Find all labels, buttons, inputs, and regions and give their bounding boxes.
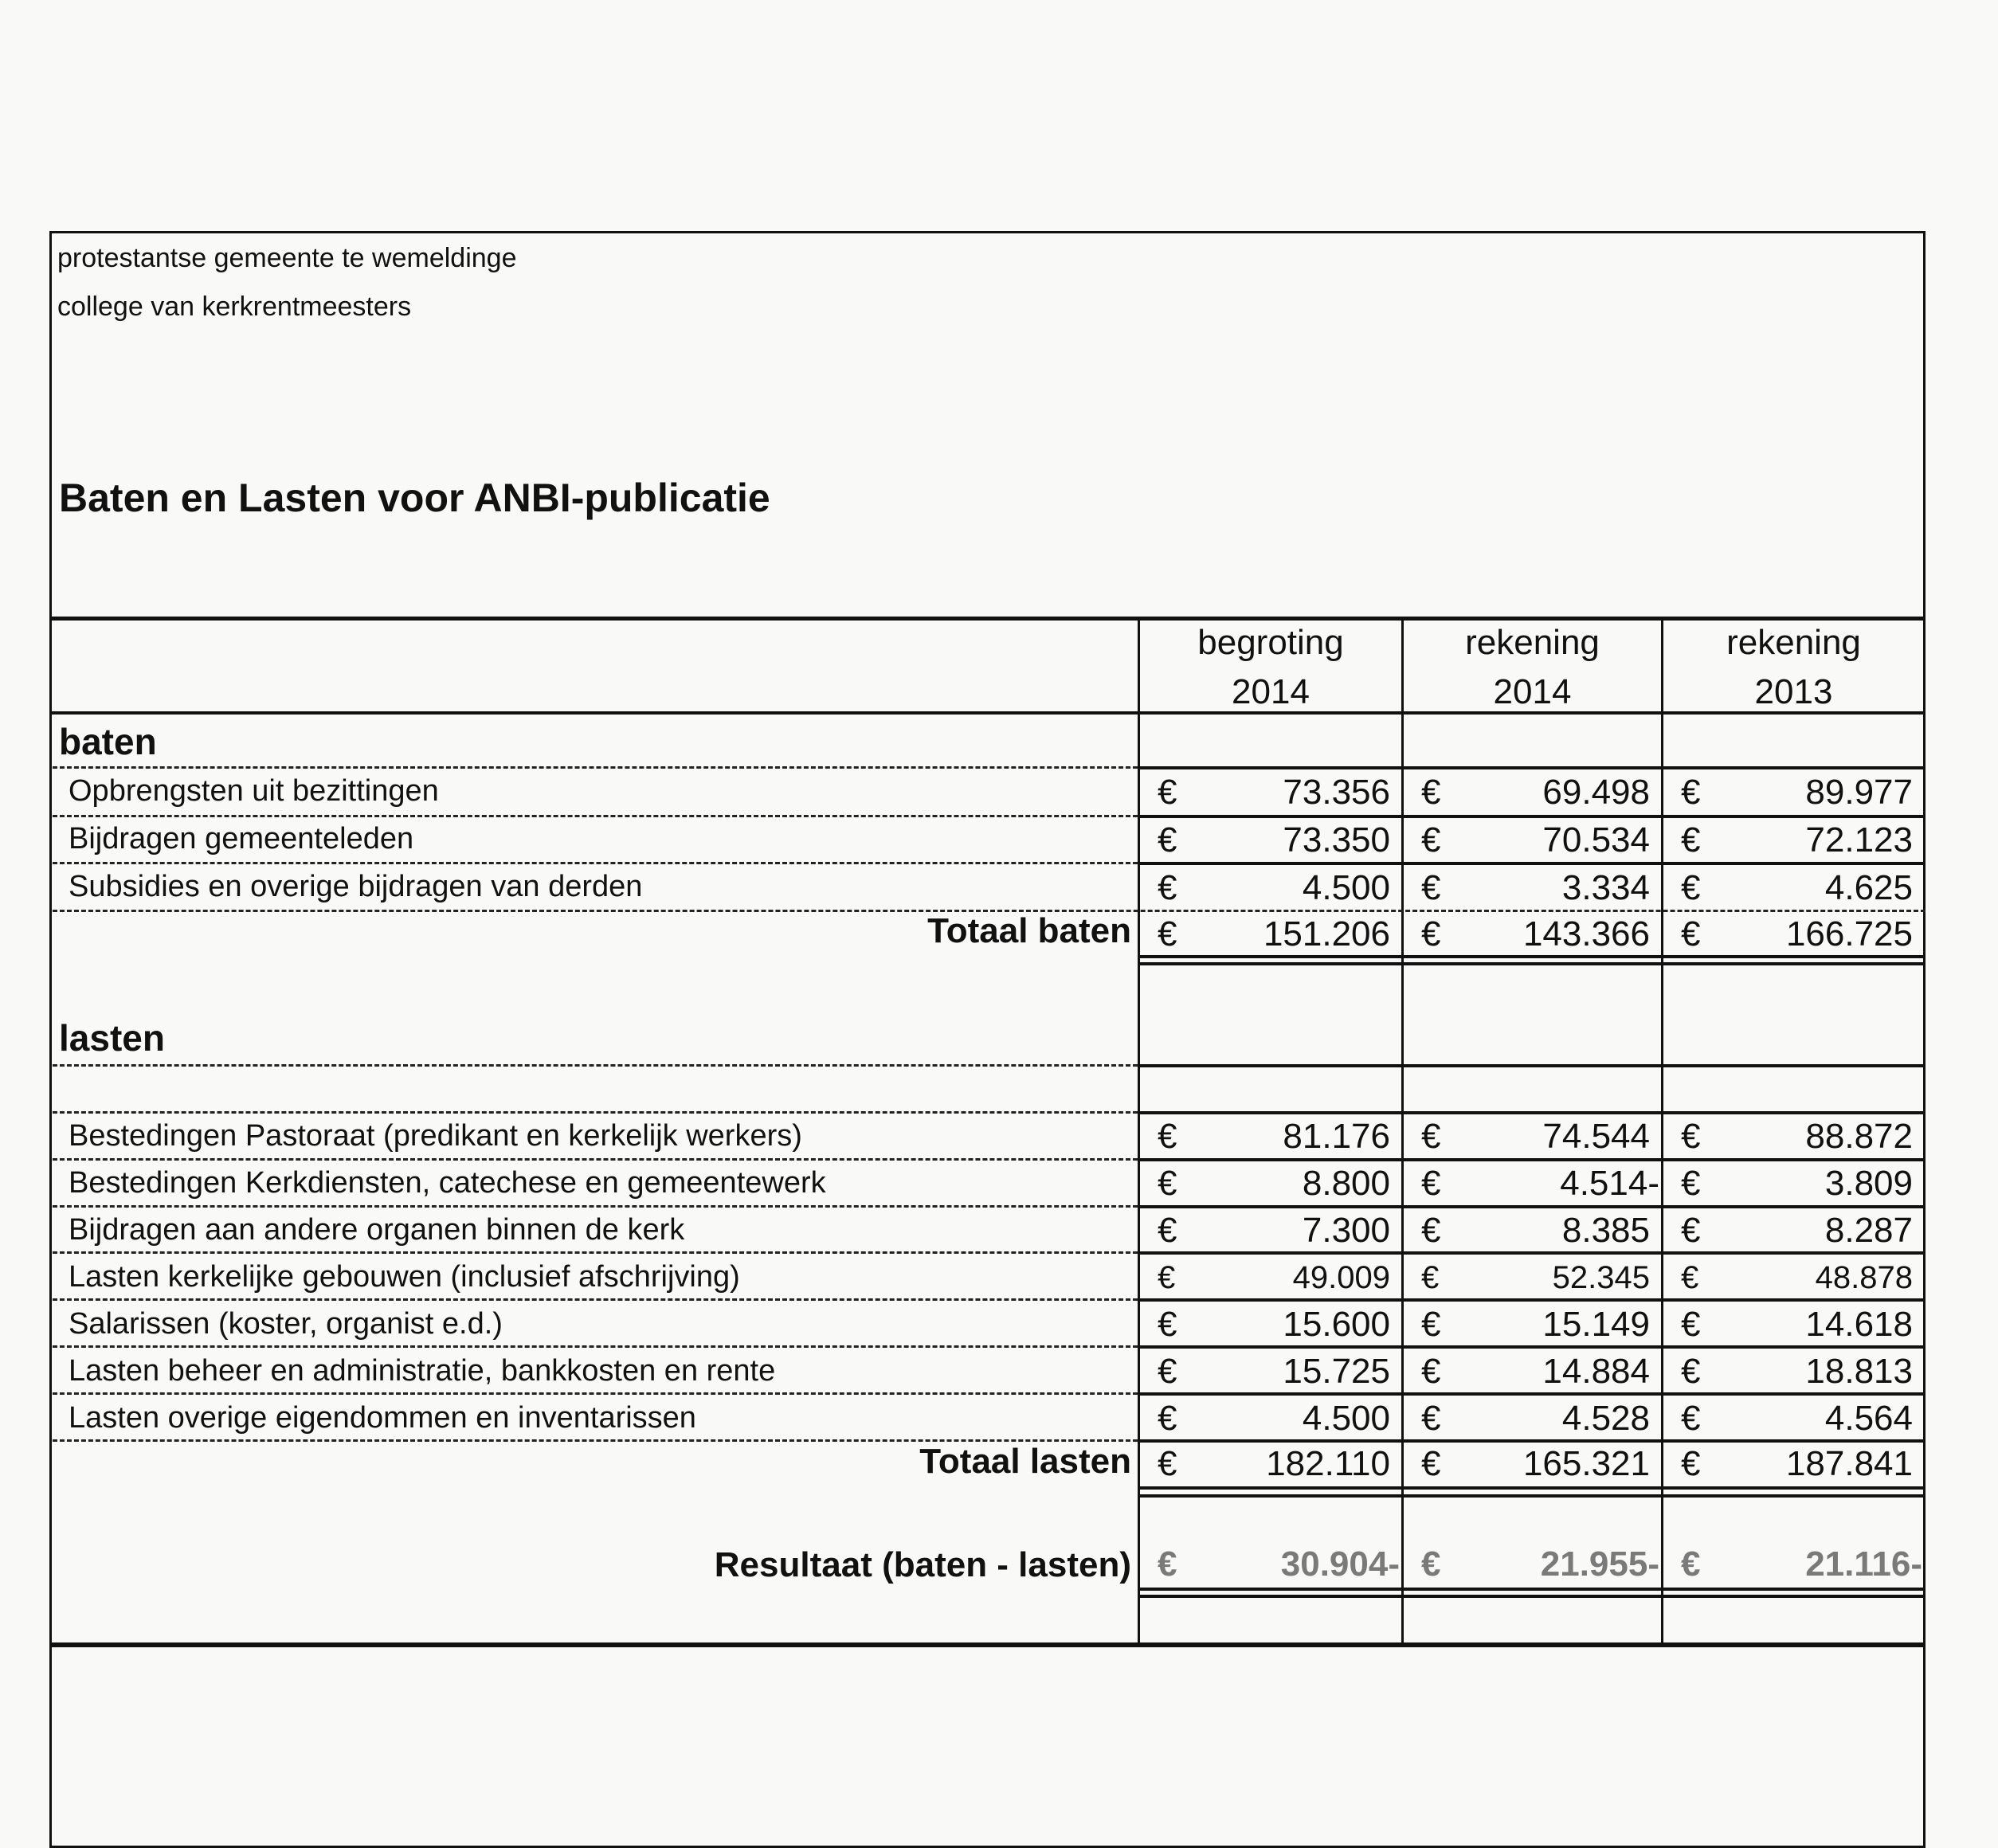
euro-sign: €: [1158, 1399, 1177, 1438]
value-cell: [1663, 1349, 1924, 1395]
euro-sign: €: [1158, 820, 1177, 859]
value-cell: [1140, 817, 1401, 863]
row-divider: [1138, 1064, 1926, 1067]
row-label: Lasten kerkelijke gebouwen (inclusief afschrijving): [69, 1260, 740, 1294]
cell-value: 3.809: [1824, 1164, 1913, 1203]
row-label: Bijdragen aan andere organen binnen de kerk: [69, 1213, 685, 1247]
row-divider: [53, 815, 1138, 817]
total-cell: [1404, 1442, 1661, 1486]
row-divider: [53, 766, 1138, 769]
total-cell: [1663, 912, 1924, 957]
column-header-1-line2: 2014: [1232, 672, 1310, 711]
euro-sign: €: [1681, 1211, 1701, 1250]
column-header-3-line1: rekening: [1726, 623, 1861, 662]
euro-sign: €: [1158, 1305, 1177, 1344]
euro-sign: €: [1158, 1117, 1177, 1156]
euro-sign: €: [1421, 773, 1441, 812]
cell-value: 88.872: [1805, 1117, 1913, 1156]
euro-sign: €: [1681, 1545, 1701, 1584]
total-value: 182.110: [1266, 1444, 1390, 1483]
total-label-baten: Totaal baten: [927, 911, 1131, 950]
value-cell: [1663, 1255, 1924, 1301]
document-frame: [49, 231, 1926, 1848]
row-label: Lasten beheer en administratie, bankkosten en rente: [69, 1354, 776, 1388]
table-bottom-border: [49, 1642, 1926, 1647]
euro-sign: €: [1421, 1164, 1441, 1203]
euro-sign: €: [1681, 1259, 1699, 1295]
euro-sign: €: [1681, 1164, 1701, 1203]
cell-value: 73.356: [1283, 773, 1390, 812]
row-divider: [53, 1158, 1138, 1161]
double-underline-bottom: [1138, 962, 1926, 965]
value-cell: [1404, 1161, 1661, 1207]
cell-value: 15.600: [1283, 1305, 1390, 1344]
column-header-3: [1663, 618, 1924, 717]
total-value: 187.841: [1785, 1444, 1913, 1483]
cell-value: 4.500: [1302, 868, 1390, 907]
cell-value: 3.334: [1561, 868, 1650, 907]
double-underline-bottom: [1138, 1595, 1926, 1598]
euro-sign: €: [1681, 1352, 1701, 1391]
total-value: 151.206: [1263, 914, 1390, 953]
value-cell: [1404, 865, 1661, 911]
row-label: Bijdragen gemeenteleden: [69, 822, 414, 855]
euro-sign: €: [1421, 1444, 1441, 1483]
cell-value: 7.300: [1302, 1211, 1390, 1250]
cell-value: 8.287: [1824, 1211, 1913, 1250]
cell-value: 72.123: [1805, 820, 1913, 859]
org-subname: college van kerkrentmeesters: [57, 292, 412, 322]
column-header-1-line1: begroting: [1197, 623, 1344, 662]
row-divider: [53, 1205, 1138, 1208]
value-cell: [1404, 1208, 1661, 1254]
row-divider: [53, 1392, 1138, 1395]
euro-sign: €: [1158, 1545, 1177, 1584]
total-cell: [1140, 1442, 1401, 1486]
euro-sign: €: [1158, 1352, 1177, 1391]
row-divider: [53, 1064, 1138, 1067]
euro-sign: €: [1421, 1545, 1441, 1584]
euro-sign: €: [1421, 1399, 1441, 1438]
double-underline-bottom: [1138, 1494, 1926, 1498]
value-cell: [1404, 1255, 1661, 1301]
value-cell: [1404, 1349, 1661, 1395]
euro-sign: €: [1681, 1305, 1701, 1344]
euro-sign: €: [1158, 1164, 1177, 1203]
value-cell: [1663, 1302, 1924, 1348]
value-cell: [1663, 1114, 1924, 1160]
value-cell: [1663, 1208, 1924, 1254]
cell-value: 49.009: [1292, 1259, 1390, 1295]
value-cell: [1140, 865, 1401, 911]
row-label: Salarissen (koster, organist e.d.): [69, 1307, 503, 1341]
column-header-2-line2: 2014: [1493, 672, 1572, 711]
euro-sign: €: [1421, 1352, 1441, 1391]
euro-sign: €: [1158, 914, 1177, 953]
value-cell: [1404, 1114, 1661, 1160]
cell-value: 14.618: [1805, 1305, 1913, 1344]
value-cell: [1404, 817, 1661, 863]
euro-sign: €: [1421, 1117, 1441, 1156]
double-underline-top: [1138, 955, 1926, 958]
org-name: protestantse gemeente te wemeldinge: [57, 243, 517, 273]
cell-value: 18.813: [1805, 1352, 1913, 1391]
cell-value: 8.800: [1302, 1164, 1390, 1203]
euro-sign: €: [1421, 1211, 1441, 1250]
double-underline-top: [1138, 1486, 1926, 1490]
cell-value: 70.534: [1542, 820, 1650, 859]
value-cell: [1140, 1161, 1401, 1207]
cell-value: 15.725: [1283, 1352, 1390, 1391]
page-title: Baten en Lasten voor ANBI-publicatie: [59, 476, 770, 520]
cell-value: 48.878: [1815, 1259, 1913, 1295]
column-header-2: [1404, 618, 1661, 717]
value-cell: [1663, 1396, 1924, 1442]
value-cell: [1404, 769, 1661, 816]
cell-value: 4.500: [1302, 1399, 1390, 1438]
euro-sign: €: [1681, 1399, 1701, 1438]
value-cell: [1404, 1396, 1661, 1442]
section-label-baten: baten: [59, 721, 157, 762]
euro-sign: €: [1681, 868, 1701, 907]
column-header-1: [1140, 618, 1401, 717]
header-bottom-border: [49, 711, 1926, 715]
euro-sign: €: [1158, 868, 1177, 907]
value-cell: [1140, 1255, 1401, 1301]
total-label-lasten: Totaal lasten: [919, 1442, 1131, 1481]
euro-sign: €: [1421, 914, 1441, 953]
total-cell: [1140, 912, 1401, 957]
euro-sign: €: [1681, 773, 1701, 812]
cell-value: 4.514-: [1560, 1164, 1659, 1203]
result-value: 30.904-: [1280, 1545, 1400, 1584]
total-cell: [1663, 1442, 1924, 1486]
euro-sign: €: [1421, 1259, 1440, 1295]
value-cell: [1140, 769, 1401, 816]
euro-sign: €: [1681, 1444, 1701, 1483]
euro-sign: €: [1158, 1259, 1176, 1295]
column-header-3-line2: 2013: [1754, 672, 1833, 711]
value-cell: [1663, 865, 1924, 911]
row-label: Bestedingen Kerkdiensten, catechese en gemeentewerk: [69, 1166, 826, 1200]
result-value: 21.116-: [1805, 1545, 1922, 1584]
euro-sign: €: [1421, 868, 1441, 907]
euro-sign: €: [1421, 820, 1441, 859]
double-underline-top: [1138, 1588, 1926, 1591]
total-value: 165.321: [1522, 1444, 1650, 1483]
total-cell: [1404, 912, 1661, 957]
euro-sign: €: [1158, 1444, 1177, 1483]
row-label: Bestedingen Pastoraat (predikant en kerkelijk werkers): [69, 1119, 802, 1153]
result-label: Resultaat (baten - lasten): [714, 1545, 1131, 1584]
cell-value: 89.977: [1805, 773, 1913, 812]
result-cell: [1404, 1541, 1661, 1588]
euro-sign: €: [1158, 1211, 1177, 1250]
row-divider: [53, 1111, 1138, 1114]
cell-value: 74.544: [1542, 1117, 1650, 1156]
cell-value: 14.884: [1542, 1352, 1650, 1391]
euro-sign: €: [1681, 820, 1701, 859]
value-cell: [1140, 1302, 1401, 1348]
euro-sign: €: [1158, 773, 1177, 812]
row-divider: [53, 1298, 1138, 1301]
row-label: Subsidies en overige bijdragen van derden: [69, 870, 643, 903]
value-cell: [1140, 1208, 1401, 1254]
cell-value: 15.149: [1542, 1305, 1650, 1344]
cell-value: 4.564: [1824, 1399, 1913, 1438]
row-divider: [53, 862, 1138, 864]
euro-sign: €: [1681, 1117, 1701, 1156]
euro-sign: €: [1421, 1305, 1441, 1344]
row-label: Opbrengsten uit bezittingen: [69, 774, 439, 808]
row-divider: [53, 1251, 1138, 1254]
cell-value: 69.498: [1542, 773, 1650, 812]
value-cell: [1140, 1114, 1401, 1160]
value-cell: [1663, 769, 1924, 816]
value-cell: [1140, 1349, 1401, 1395]
cell-value: 73.350: [1283, 820, 1390, 859]
section-label-lasten: lasten: [59, 1017, 165, 1059]
value-cell: [1404, 1302, 1661, 1348]
result-value: 21.955-: [1540, 1545, 1659, 1584]
total-value: 143.366: [1522, 914, 1650, 953]
cell-value: 4.528: [1561, 1399, 1650, 1438]
cell-value: 52.345: [1552, 1259, 1650, 1295]
cell-value: 4.625: [1824, 868, 1913, 907]
result-cell: [1663, 1541, 1924, 1588]
value-cell: [1663, 1161, 1924, 1207]
cell-value: 8.385: [1561, 1211, 1650, 1250]
cell-value: 81.176: [1283, 1117, 1390, 1156]
value-cell: [1140, 1396, 1401, 1442]
euro-sign: €: [1681, 914, 1701, 953]
row-label: Lasten overige eigendommen en inventarissen: [69, 1401, 696, 1435]
row-divider: [53, 1345, 1138, 1348]
value-cell: [1663, 817, 1924, 863]
column-header-2-line1: rekening: [1465, 623, 1600, 662]
result-cell: [1140, 1541, 1401, 1588]
total-value: 166.725: [1785, 914, 1913, 953]
